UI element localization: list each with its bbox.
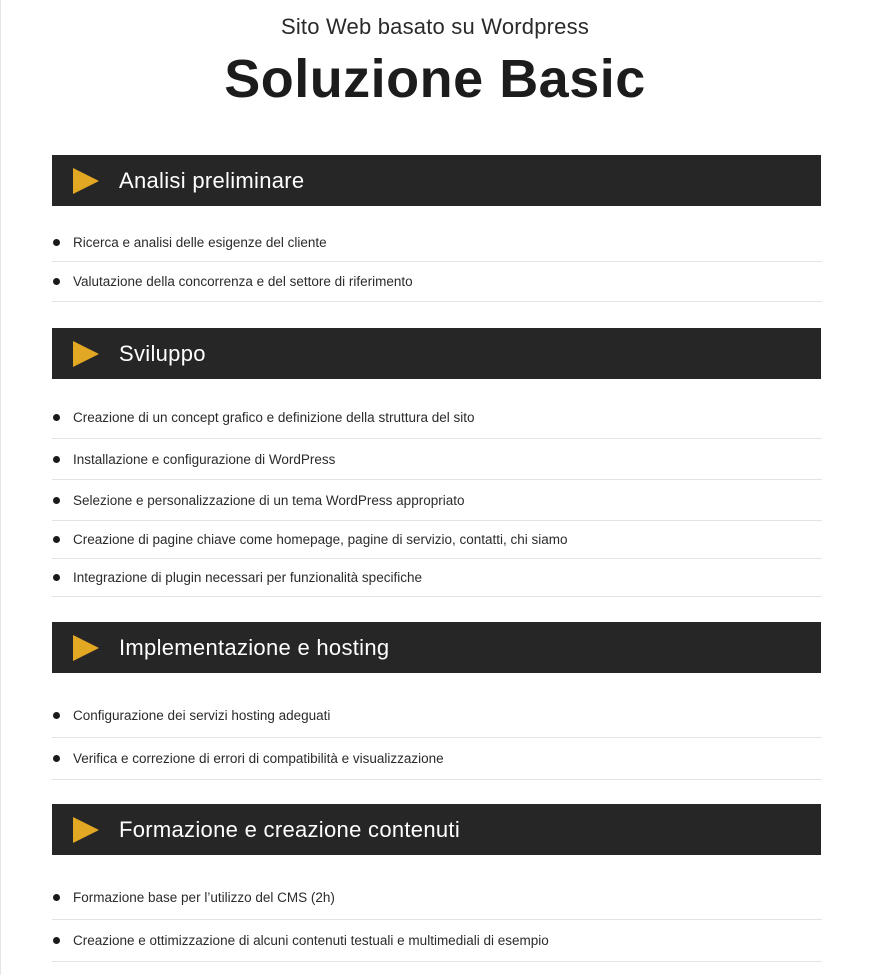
list-item-text: Formazione base per l’utilizzo del CMS (2h): [73, 889, 335, 905]
list-item: [52, 480, 822, 521]
section-title: Implementazione e hosting: [119, 634, 390, 660]
section-implementazione: [52, 622, 822, 780]
section-analisi: [52, 155, 822, 302]
bullet-icon: [53, 574, 60, 581]
bullet-icon: [53, 497, 60, 504]
bullet-icon: [53, 894, 60, 901]
page-left-border: [0, 0, 1, 975]
section-list: [52, 693, 822, 780]
list-item: [52, 738, 822, 780]
list-item: [52, 875, 822, 920]
list-item-text: Integrazione di plugin necessari per funzionalità specifiche: [73, 570, 422, 585]
list-item: [52, 521, 822, 559]
section-title: Analisi preliminare: [119, 167, 305, 193]
section-sviluppo: [52, 328, 822, 597]
list-item-text: Selezione e personalizzazione di un tema WordPress appropriato: [73, 492, 465, 508]
list-item-text: Installazione e configurazione di WordPress: [73, 451, 336, 467]
page-subtitle: Sito Web basato su Wordpress: [280, 14, 590, 39]
bullet-icon: [53, 278, 60, 285]
list-item: [52, 559, 822, 597]
section-header: [52, 328, 821, 379]
list-item-text: Configurazione dei servizi hosting adeguati: [73, 707, 331, 723]
section-formazione: [52, 804, 822, 962]
list-item-text: Verifica e correzione di errori di compatibilità e visualizzazione: [73, 751, 444, 766]
bullet-icon: [53, 536, 60, 543]
list-item-text: Creazione di pagine chiave come homepage, pagine di servizio, contatti, chi siamo: [73, 532, 568, 547]
bullet-icon: [53, 712, 60, 719]
section-list: [52, 875, 822, 962]
list-item: [52, 439, 822, 480]
section-title: Formazione e creazione contenuti: [119, 816, 461, 842]
section-header: [52, 155, 821, 206]
list-item-text: Creazione e ottimizzazione di alcuni contenuti testuali e multimediali di esempio: [73, 933, 549, 948]
list-item: [52, 920, 822, 962]
play-triangle-icon: [73, 635, 99, 661]
section-title: Sviluppo: [119, 340, 206, 366]
list-item-text: Creazione di un concept grafico e definizione della struttura del sito: [73, 409, 475, 425]
bullet-icon: [53, 414, 60, 421]
section-list: [52, 223, 822, 302]
list-item: [52, 693, 822, 738]
play-triangle-icon: [73, 168, 99, 194]
bullet-icon: [53, 456, 60, 463]
bullet-icon: [53, 239, 60, 246]
page-title: Soluzione Basic: [224, 49, 646, 109]
play-triangle-icon: [73, 341, 99, 367]
list-item: [52, 262, 822, 302]
bullet-icon: [53, 755, 60, 762]
bullet-icon: [53, 937, 60, 944]
list-item-text: Valutazione della concorrenza e del settore di riferimento: [73, 274, 413, 289]
play-triangle-icon: [73, 817, 99, 843]
list-item-text: Ricerca e analisi delle esigenze del cliente: [73, 234, 327, 250]
section-header: [52, 804, 821, 855]
section-list: [52, 396, 822, 597]
list-item: [52, 396, 822, 439]
list-item: [52, 223, 822, 262]
section-header: [52, 622, 821, 673]
